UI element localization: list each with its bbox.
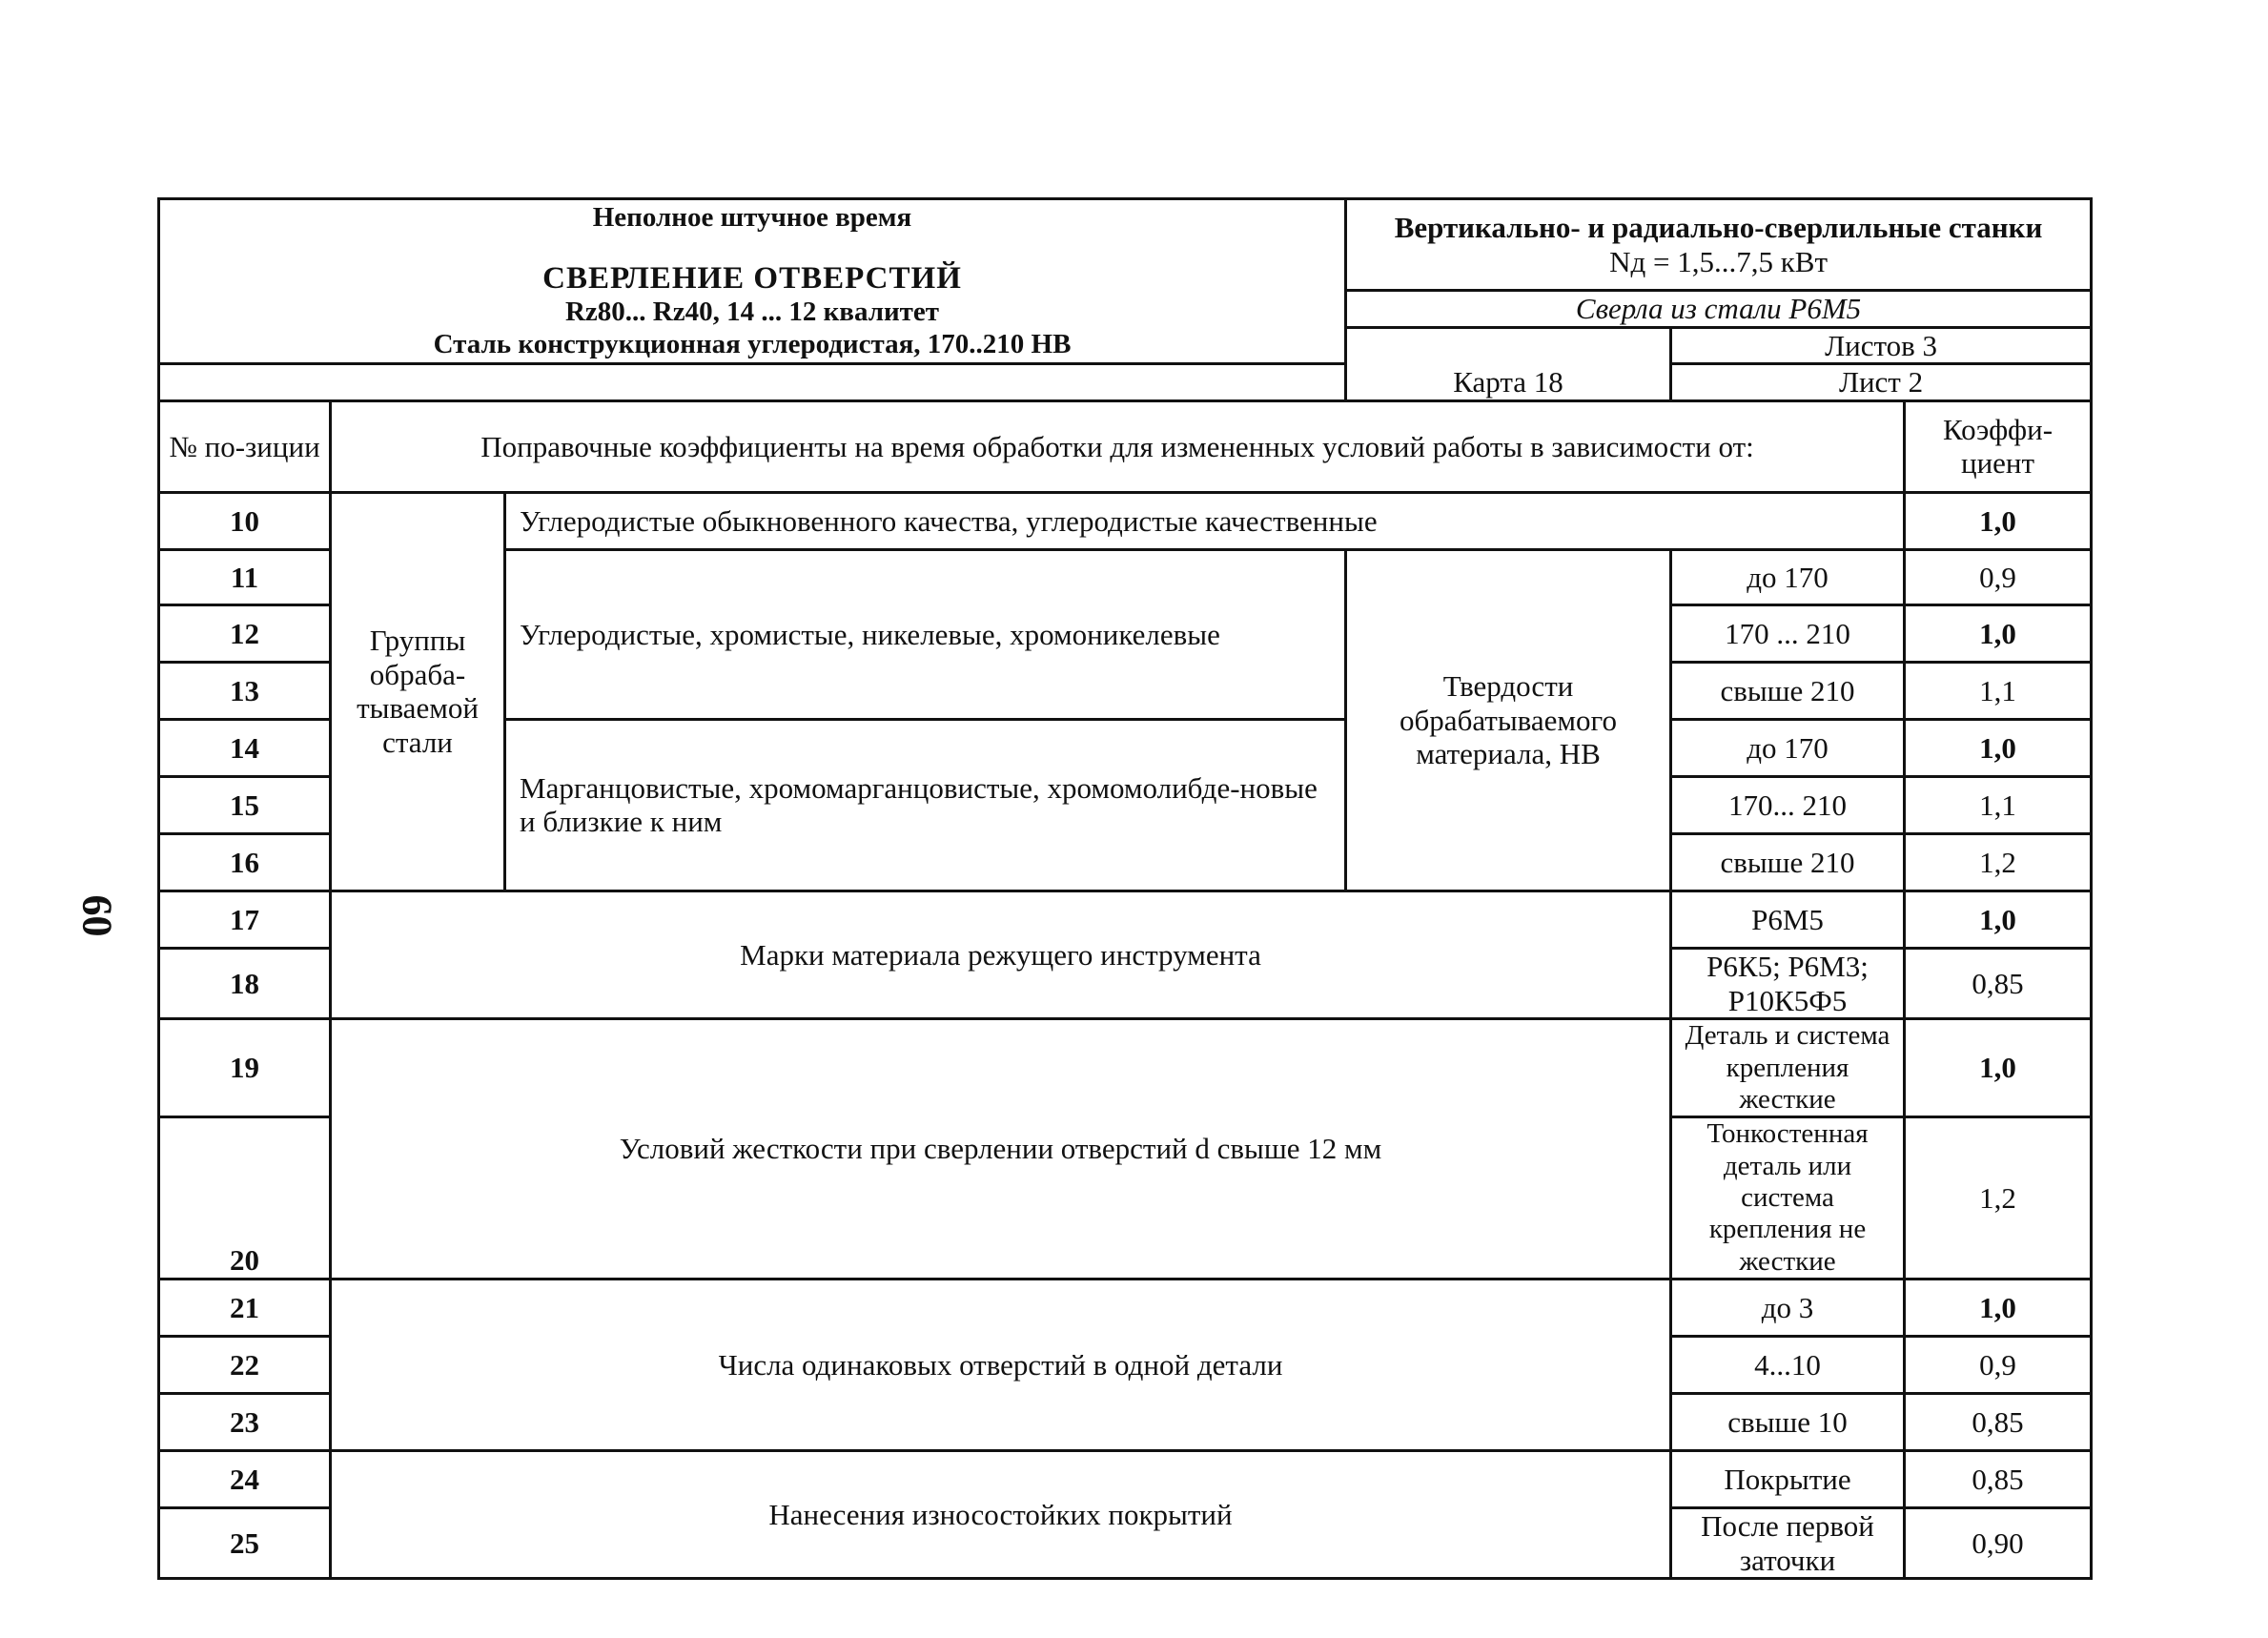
drill-material: Сверла из стали Р6М5 xyxy=(1346,291,2092,328)
machine-header xyxy=(1346,199,2092,291)
row-coef: 1,0 xyxy=(1905,719,2092,776)
row-coef: 0,85 xyxy=(1905,1450,2092,1507)
row-coef: 1,0 xyxy=(1905,604,2092,662)
row-value: Покрытие xyxy=(1671,1450,1905,1507)
position-header: № по-зиции xyxy=(159,400,331,492)
sheets-total: Листов 3 xyxy=(1671,327,2092,364)
norm-card xyxy=(157,197,2093,1580)
row-value: свыше 210 xyxy=(1671,662,1905,719)
row-value: Р6М5 xyxy=(1671,891,1905,948)
description-header: Поправочные коэффициенты на время обработки для измененных условий работы в зависимости от: xyxy=(331,400,1905,492)
row-pos: 11 xyxy=(159,549,331,604)
hardness-label: Твердости обрабатываемого материала, НВ xyxy=(1346,549,1671,891)
row-coef: 1,1 xyxy=(1905,662,2092,719)
row-value: После первой заточки xyxy=(1671,1507,1905,1578)
row-coef: 0,9 xyxy=(1905,549,2092,604)
row-coef: 1,0 xyxy=(1905,1279,2092,1336)
steel-carbon-chrome: Углеродистые, хромистые, никелевые, хромоникелевые xyxy=(505,549,1346,719)
coefficient-header: Коэффи-циент xyxy=(1905,400,2092,492)
row-coef: 0,85 xyxy=(1905,1393,2092,1450)
row-value: 170 ... 210 xyxy=(1671,604,1905,662)
row-coef: 1,0 xyxy=(1905,891,2092,948)
row-value: 170... 210 xyxy=(1671,776,1905,833)
row-coef: 1,1 xyxy=(1905,776,2092,833)
row-coef: 1,0 xyxy=(1905,1019,2092,1117)
card-number: Карта 18 xyxy=(1346,327,1671,400)
row-pos: 23 xyxy=(159,1393,331,1450)
row-pos: 21 xyxy=(159,1279,331,1336)
row-coef: 0,9 xyxy=(1905,1336,2092,1393)
row-pos: 25 xyxy=(159,1507,331,1578)
row-value: 4...10 xyxy=(1671,1336,1905,1393)
row-pos: 10 xyxy=(159,492,331,549)
steel-carbon-ordinary: Углеродистые обыкновенного качества, углеродистые качественные xyxy=(505,492,1905,549)
time-type: Неполное штучное время xyxy=(592,202,912,234)
row-value: Тонкостенная деталь или система крепления не жесткие xyxy=(1671,1117,1905,1280)
machine-power: Nд = 1,5...7,5 кВт xyxy=(1609,244,1828,278)
row-value: Деталь и система крепления жесткие xyxy=(1671,1019,1905,1117)
row-pos: 18 xyxy=(159,948,331,1018)
workpiece-material: Сталь конструкционная углеродистая, 170..210 НВ xyxy=(433,328,1072,359)
row-pos: 24 xyxy=(159,1450,331,1507)
page-number: 60 xyxy=(73,894,121,937)
sheet-number: Лист 2 xyxy=(1671,364,2092,401)
steel-groups-label: Группы обраба-тываемой стали xyxy=(331,492,505,891)
tool-grades-label: Марки материала режущего инструмента xyxy=(331,891,1671,1018)
machine-type: Вертикально- и радиально-сверлильные станки xyxy=(1394,210,2043,244)
row-pos: 22 xyxy=(159,1336,331,1393)
row-pos: 12 xyxy=(159,604,331,662)
roughness-quality: Rz80... Rz40, 14 ... 12 квалитет xyxy=(564,297,940,328)
coatings-label: Нанесения износостойких покрытий xyxy=(331,1450,1671,1578)
row-coef: 0,90 xyxy=(1905,1507,2092,1578)
rigidity-label: Условий жесткости при сверлении отверстий d свыше 12 мм xyxy=(331,1019,1671,1280)
row-pos: 16 xyxy=(159,833,331,891)
row-value: свыше 10 xyxy=(1671,1393,1905,1450)
card-header-left xyxy=(159,199,1346,364)
row-pos: 20 xyxy=(159,1117,331,1280)
row-value: до 170 xyxy=(1671,549,1905,604)
row-pos: 13 xyxy=(159,662,331,719)
row-value: свыше 210 xyxy=(1671,833,1905,891)
row-coef: 1,0 xyxy=(1905,492,2092,549)
row-pos: 19 xyxy=(159,1019,331,1117)
row-coef: 1,2 xyxy=(1905,833,2092,891)
row-coef: 1,2 xyxy=(1905,1117,2092,1280)
row-value: до 3 xyxy=(1671,1279,1905,1336)
card-title: СВЕРЛЕНИЕ ОТВЕРСТИЙ xyxy=(542,260,962,296)
row-pos: 14 xyxy=(159,719,331,776)
steel-manganese: Марганцовистые, хромомарганцовистые, хромомолибде-новые и близкие к ним xyxy=(505,719,1346,891)
row-value: до 170 xyxy=(1671,719,1905,776)
row-coef: 0,85 xyxy=(1905,948,2092,1018)
row-value: Р6К5; Р6М3; Р10К5Ф5 xyxy=(1671,948,1905,1018)
row-pos: 17 xyxy=(159,891,331,948)
row-pos: 15 xyxy=(159,776,331,833)
hole-count-label: Числа одинаковых отверстий в одной детали xyxy=(331,1279,1671,1450)
